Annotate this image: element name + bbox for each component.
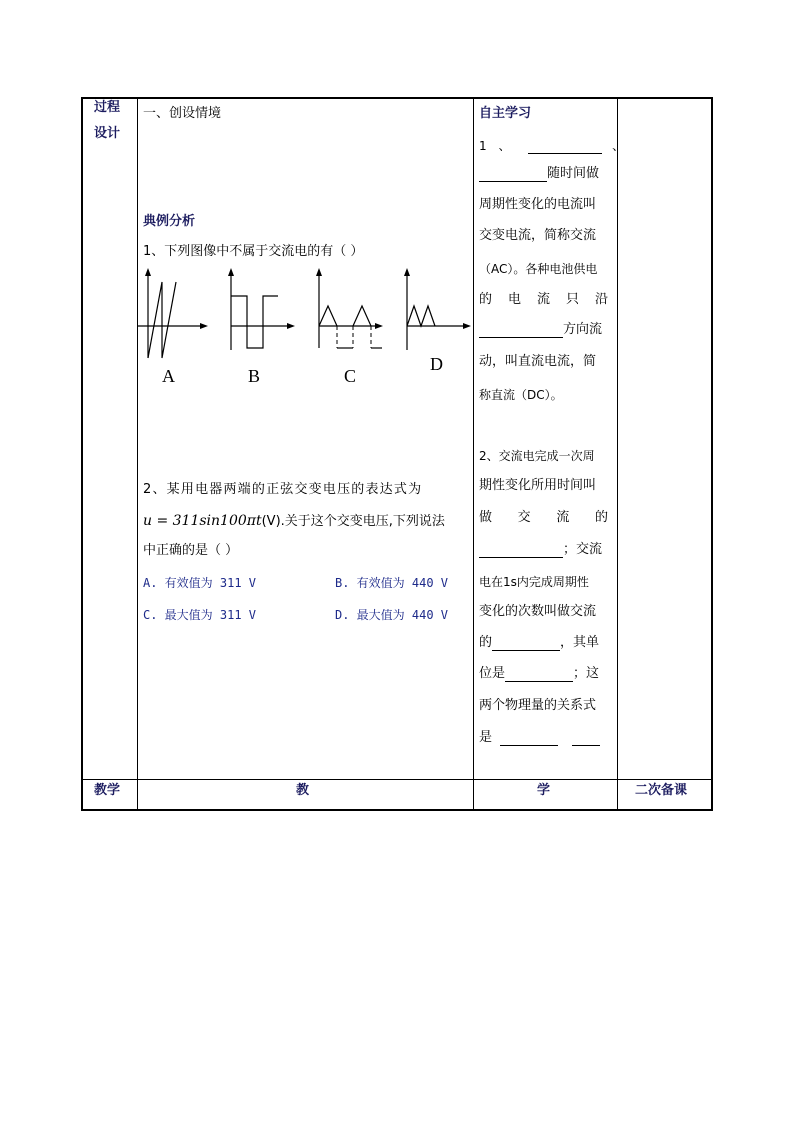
question-2-line1: 2、某用电器两端的正弦交变电压的表达式为	[143, 482, 423, 497]
graph-d-label: D	[430, 354, 443, 374]
question-2-line2	[143, 513, 445, 530]
question-1: 1、下列图像中不属于交流电的有（ ）	[143, 244, 364, 259]
blank-field[interactable]	[479, 323, 563, 338]
column-divider	[617, 99, 618, 809]
item2-line9: 两个物理量的关系式	[479, 698, 597, 713]
graph-a	[138, 268, 208, 386]
blank-field[interactable]	[572, 731, 600, 746]
voltage-formula: u = 311sin100πt	[143, 513, 262, 529]
graph-b	[228, 268, 295, 386]
footer-second-prep: 二次备课	[635, 783, 688, 798]
item1-line6: 的电流只沿	[479, 292, 608, 307]
item2-line4	[479, 542, 602, 558]
waveform-graphs	[138, 262, 472, 392]
blank-field[interactable]	[479, 167, 547, 182]
blank-field[interactable]	[479, 543, 563, 558]
footer-divider	[83, 779, 711, 780]
process-label-line1: 过程	[94, 100, 121, 115]
item2-line8	[479, 666, 599, 682]
blank-field[interactable]	[505, 667, 573, 682]
item2-text: ；这	[573, 666, 600, 681]
item2-text: 的	[479, 635, 493, 650]
section-heading: 一、创设情境	[143, 106, 222, 121]
graph-b-label: B	[248, 366, 261, 386]
item1-line8: 动，叫直流电流，简	[479, 354, 597, 369]
footer-teaching: 教学	[94, 783, 121, 798]
item1-sep2: 、	[612, 139, 625, 153]
item2-text: 是	[479, 730, 493, 745]
item2-line7	[479, 635, 599, 651]
blank-field[interactable]	[528, 153, 602, 154]
item1-text: 随时间做	[547, 166, 600, 181]
question-2-line3: 中正确的是（ ）	[143, 543, 239, 558]
item1-line3: 周期性变化的电流叫	[479, 197, 597, 212]
lesson-table	[81, 97, 713, 811]
item1-line9: 称直流（DC）。	[479, 388, 563, 402]
item2-line3: 做交流的	[479, 510, 608, 525]
column-divider	[137, 99, 138, 809]
option-d: D. 最大值为 440 V	[335, 608, 449, 622]
graph-d	[404, 268, 471, 374]
formula-tail: (V).关于这个交变电压,下列说法	[261, 514, 445, 529]
footer-teach: 教	[296, 783, 310, 798]
option-c: C. 最大值为 311 V	[143, 608, 257, 622]
item2-text: ，其单	[560, 635, 600, 650]
item1-line2	[479, 166, 599, 182]
option-b: B. 有效值为 440 V	[335, 576, 449, 590]
item1-line1	[479, 138, 624, 154]
item2-line6: 变化的次数叫做交流	[479, 604, 597, 619]
item1-sep: 、	[498, 139, 511, 153]
item2-text: ；交流	[563, 542, 603, 557]
process-label-line2: 设计	[94, 126, 121, 141]
item2-line10	[479, 730, 600, 746]
blank-field[interactable]	[492, 636, 560, 651]
blank-field[interactable]	[500, 731, 558, 746]
graph-c	[316, 268, 383, 386]
example-heading: 典例分析	[143, 214, 196, 229]
item1-text: 方向流	[563, 322, 603, 337]
item1-line7	[479, 322, 602, 338]
option-a: A. 有效值为 311 V	[143, 576, 257, 590]
item2-line2: 期性变化所用时间叫	[479, 478, 597, 493]
column-divider	[473, 99, 474, 809]
item1-number: 1	[479, 139, 487, 153]
item2-text: 位是	[479, 666, 506, 681]
graph-a-label: A	[162, 366, 175, 386]
item1-line5: （AC）。各种电池供电	[479, 262, 598, 276]
item2-line1: 2、交流电完成一次周	[479, 449, 595, 463]
graph-c-label: C	[344, 366, 357, 386]
item2-line5: 电在1s内完成周期性	[479, 575, 589, 589]
item1-line4: 交变电流，简称交流	[479, 228, 597, 243]
footer-learn: 学	[537, 783, 551, 798]
self-study-heading: 自主学习	[479, 106, 532, 121]
